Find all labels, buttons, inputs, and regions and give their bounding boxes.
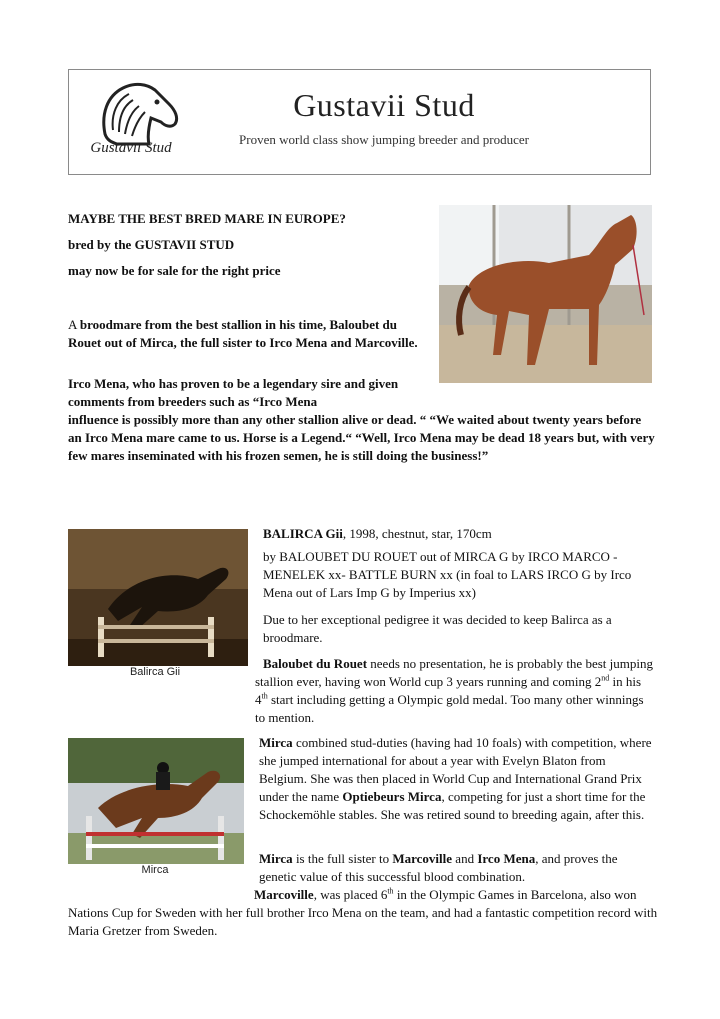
quote-paragraph-start: Irco Mena, who has proven to be a legendary sire and given comments from breeders such as “Irco Mena — [68, 376, 399, 409]
intro-line-2: bred by the GUSTAVII STUD — [68, 237, 235, 252]
horse-head-logo — [77, 74, 195, 172]
intro-line-3: may now be for sale for the right price — [68, 263, 281, 278]
quote-paragraph: influence is possibly more than any other stallion alive or dead. “ “We waited about twenty years before an Irco Mena mare came to us. Horse is a Legend.“ “Well, Irco Mena may be dead 18 years but, with very few mares inseminated with his frozen semen, he is still doing the business!” — [68, 412, 655, 463]
balirca-keep: Due to her exceptional pedigree it was decided to keep Balirca as a broodmare. — [263, 612, 612, 645]
broodmare-paragraph: A broodmare from the best stallion in his time, Baloubet du Rouet out of Mirca, the full sister to Irco Mena and Marcoville. — [68, 317, 418, 350]
sister-paragraph: Mirca is the full sister to Marcoville and Irco Mena, and proves the genetic value of this successful blood combination. — [259, 851, 618, 884]
mirca-paragraph: Mirca combined stud-duties (having had 10 foals) with competition, where she jumped international for about a year with Evelyn Blaton from Belgium. She was then placed in World Cup and International Grand Prix under the name Optiebeurs Mirca, competing for just a short time for the Schockemöhle stables. She was retired sound to breeding again, after this. — [259, 735, 652, 822]
intro-line-1: MAYBE THE BEST BRED MARE IN EUROPE? — [68, 211, 346, 226]
marcoville-paragraph: Marcoville, was placed 6th in the Olympic Games in Barcelona, also won Nations Cup for Sweden with her full brother Irco Mena on the team, and had a fantastic competition record with Maria Gretzer from Sweden. — [68, 886, 658, 938]
caption-mirca: Mirca — [141, 864, 169, 876]
jumping-photo-mirca — [68, 738, 244, 864]
page-subtitle: Proven world class show jumping breeder and producer — [239, 132, 529, 147]
header-box — [68, 69, 651, 175]
caption-balirca: Balirca Gii — [129, 666, 181, 678]
horse-photo-balirca — [439, 205, 652, 383]
jumping-photo-balirca — [68, 529, 248, 666]
balirca-pedigree: by BALOUBET DU ROUET out of MIRCA G by IRCO MARCO - MENELEK xx- BATTLE BURN xx (in foal to LARS IRCO G by Irco Mena out of Lars Imp G by Imperius xx) — [263, 549, 632, 600]
page-title: Gustavii Stud — [293, 87, 475, 123]
baloubet-paragraph: Baloubet du Rouet needs no presentation, he is probably the best jumping stallion ever, having won World cup 3 years running and coming 2nd in his 4th start including getting a Olympic gold medal. Too many other winnings to mention. — [255, 656, 653, 725]
logo-text: Gustavii Stud — [90, 140, 172, 156]
balirca-heading: BALIRCA Gii, 1998, chestnut, star, 170cm — [263, 526, 492, 541]
